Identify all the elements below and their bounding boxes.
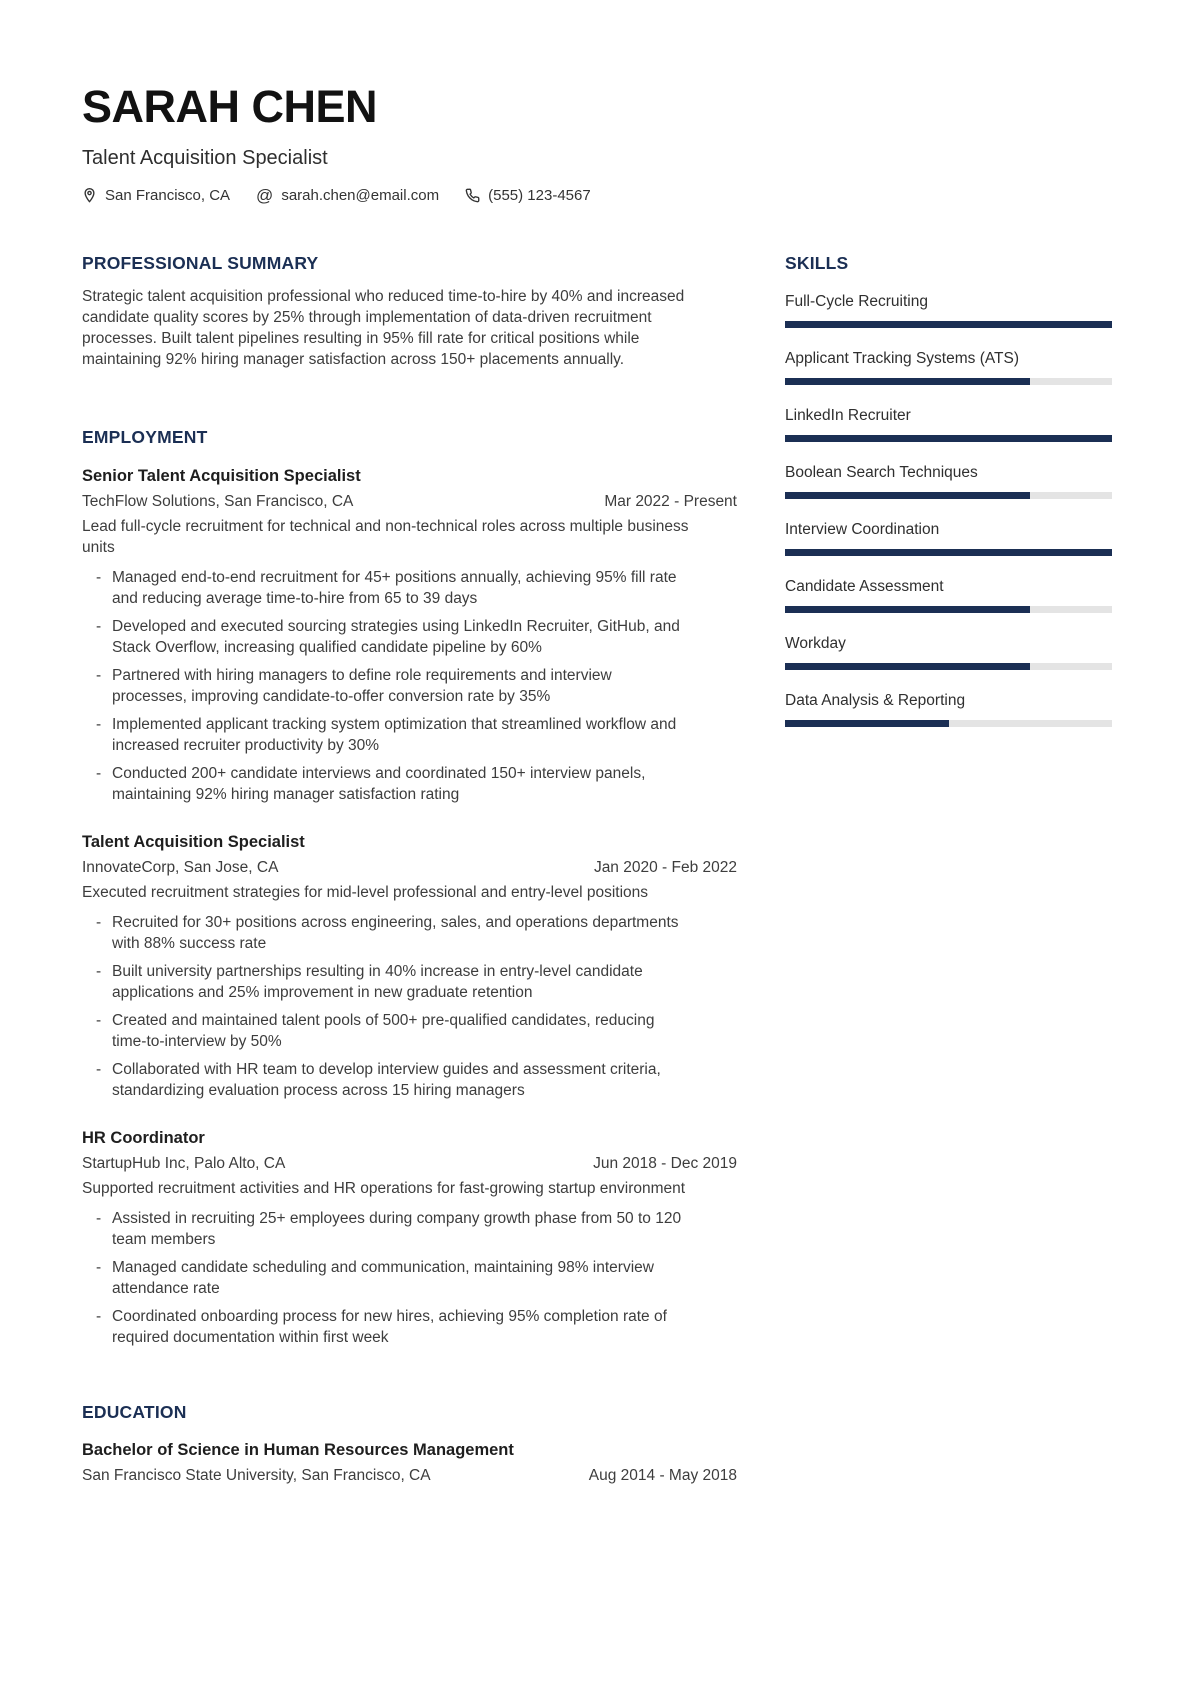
- education-dates: Aug 2014 - May 2018: [588, 1466, 737, 1484]
- bullet-text: Partnered with hiring managers to define role requirements and interview processes, improving candidate-to-offer conversion rate by 35%: [112, 666, 612, 705]
- bullet-item: [82, 714, 682, 756]
- job-meta-row: [82, 1153, 737, 1174]
- skill-label: Full-Cycle Recruiting: [785, 292, 928, 310]
- bullet-text: Recruited for 30+ positions across engineering, sales, and operations departments with 88% success rate: [112, 913, 679, 952]
- bullet-marker: -: [96, 568, 102, 586]
- skill-bar-track: [785, 435, 1112, 442]
- bullet-text: Coordinated onboarding process for new hires, achieving 95% completion rate of required documentation within first week: [112, 1307, 667, 1346]
- summary-section: [82, 253, 737, 370]
- section-heading-employment: EMPLOYMENT: [82, 426, 208, 447]
- bullet-text: Implemented applicant tracking system optimization that streamlined workflow and increased recruiter productivity by 30%: [112, 715, 677, 754]
- bullet-text: Managed candidate scheduling and communication, maintaining 98% interview attendance rate: [112, 1258, 654, 1297]
- bullet-text: Created and maintained talent pools of 500+ pre-qualified candidates, reducing time-to-interview by 50%: [112, 1011, 655, 1050]
- contact-row: [82, 187, 1112, 204]
- degree-title: Bachelor of Science in Human Resources Management: [82, 1440, 514, 1459]
- skill-item: [785, 462, 1112, 499]
- skill-bar-track: [785, 321, 1112, 328]
- skill-item: [785, 348, 1112, 385]
- skill-item: [785, 519, 1112, 556]
- job-dates: Jun 2018 - Dec 2019: [593, 1154, 737, 1172]
- bullet-item: [82, 1257, 682, 1299]
- skill-bar-fill: [785, 321, 1112, 328]
- resume-header: [82, 81, 1112, 205]
- skill-label: Data Analysis & Reporting: [785, 691, 966, 709]
- bullet-text: Built university partnerships resulting in 40% increase in entry-level candidate applications and 25% improvement in new graduate retention: [112, 962, 643, 1001]
- contact-email-text: sarah.chen@email.com: [281, 186, 440, 204]
- bullet-item: [82, 1208, 682, 1250]
- location-pin-icon: [82, 187, 97, 204]
- bullet-item: [82, 567, 682, 609]
- section-heading-skills: SKILLS: [785, 252, 849, 273]
- skill-bar-track: [785, 378, 1112, 385]
- contact-phone-text: (555) 123-4567: [488, 186, 591, 204]
- job-bullets: [82, 912, 737, 1101]
- contact-location-text: San Francisco, CA: [105, 186, 231, 204]
- bullet-marker: -: [96, 1209, 102, 1227]
- bullet-marker: -: [96, 1258, 102, 1276]
- main-column: [82, 253, 737, 1486]
- bullet-item: [82, 961, 682, 1003]
- job-entry: [82, 465, 737, 805]
- job-company: InnovateCorp, San Jose, CA: [82, 858, 279, 876]
- skill-label: Workday: [785, 634, 846, 652]
- job-company: StartupHub Inc, Palo Alto, CA: [82, 1154, 286, 1172]
- bullet-item: [82, 665, 682, 707]
- job-entry: [82, 1127, 737, 1348]
- job-bullets: [82, 567, 737, 805]
- phone-icon: [465, 188, 480, 203]
- bullet-item: [82, 616, 682, 658]
- skill-item: [785, 690, 1112, 727]
- job-company: TechFlow Solutions, San Francisco, CA: [82, 492, 354, 510]
- bullet-text: Conducted 200+ candidate interviews and coordinated 150+ interview panels, maintaining 92% hiring manager satisfaction rating: [112, 764, 646, 803]
- bullet-text: Developed and executed sourcing strategies using LinkedIn Recruiter, GitHub, and Stack Overflow, increasing qualified candidate pipeline by 60%: [112, 617, 680, 656]
- bullet-text: Assisted in recruiting 25+ employees during company growth phase from 50 to 120 team members: [112, 1209, 682, 1248]
- skill-label: LinkedIn Recruiter: [785, 406, 911, 424]
- skill-label: Applicant Tracking Systems (ATS): [785, 349, 1020, 367]
- bullet-marker: -: [96, 764, 102, 782]
- person-title: Talent Acquisition Specialist: [82, 146, 328, 169]
- skills-section: [785, 253, 1112, 727]
- job-bullets: [82, 1208, 737, 1348]
- skill-bar-fill: [785, 606, 1030, 613]
- bullet-item: [82, 1059, 682, 1101]
- job-dates: Mar 2022 - Present: [604, 492, 737, 510]
- education-section: [82, 1402, 737, 1486]
- bullet-marker: -: [96, 913, 102, 931]
- skill-item: [785, 633, 1112, 670]
- job-description: Lead full-cycle recruitment for technical and non-technical roles across multiple business units: [82, 517, 689, 556]
- skill-bar-fill: [785, 720, 949, 727]
- skill-bar-track: [785, 549, 1112, 556]
- bullet-item: [82, 912, 682, 954]
- bullet-marker: -: [96, 617, 102, 635]
- bullet-item: [82, 763, 682, 805]
- bullet-item: [82, 1010, 682, 1052]
- skill-item: [785, 405, 1112, 442]
- employment-section: [82, 427, 737, 1348]
- skill-bar-fill: [785, 663, 1030, 670]
- contact-phone: [465, 187, 591, 204]
- bullet-item: [82, 1306, 682, 1348]
- skill-label: Candidate Assessment: [785, 577, 944, 595]
- job-description: Executed recruitment strategies for mid-level professional and entry-level positions: [82, 883, 649, 901]
- skill-label: Interview Coordination: [785, 520, 940, 538]
- bullet-marker: -: [96, 666, 102, 684]
- job-description: Supported recruitment activities and HR operations for fast-growing startup environment: [82, 1179, 686, 1197]
- contact-email: [256, 187, 439, 204]
- bullet-marker: -: [96, 1060, 102, 1078]
- bullet-marker: -: [96, 1307, 102, 1325]
- job-title: Senior Talent Acquisition Specialist: [82, 466, 361, 485]
- education-meta-row: [82, 1465, 737, 1486]
- bullet-marker: -: [96, 1011, 102, 1029]
- skill-bar-fill: [785, 378, 1030, 385]
- bullet-marker: -: [96, 715, 102, 733]
- bullet-text: Managed end-to-end recruitment for 45+ positions annually, achieving 95% fill rate and reducing average time-to-hire from 65 to 39 days: [112, 568, 677, 607]
- at-sign-icon: @: [256, 185, 274, 205]
- skill-item: [785, 576, 1112, 613]
- school-name: San Francisco State University, San Francisco, CA: [82, 1466, 431, 1484]
- section-heading-summary: PROFESSIONAL SUMMARY: [82, 252, 319, 273]
- skill-bar-fill: [785, 549, 1112, 556]
- skill-bar-fill: [785, 492, 1030, 499]
- content-columns: [82, 253, 1112, 1486]
- skill-bar-fill: [785, 435, 1112, 442]
- skill-bar-track: [785, 492, 1112, 499]
- section-heading-education: EDUCATION: [82, 1401, 187, 1422]
- bullet-text: Collaborated with HR team to develop interview guides and assessment criteria, standardizing evaluation process across 15 hiring managers: [112, 1060, 661, 1099]
- job-title: HR Coordinator: [82, 1128, 205, 1147]
- job-meta-row: [82, 491, 737, 512]
- job-meta-row: [82, 857, 737, 878]
- skill-item: [785, 291, 1112, 328]
- sidebar-column: [785, 253, 1112, 747]
- contact-location: [82, 187, 230, 204]
- bullet-marker: -: [96, 962, 102, 980]
- skill-label: Boolean Search Techniques: [785, 463, 978, 481]
- person-name: SARAH CHEN: [82, 81, 378, 132]
- skill-bar-track: [785, 606, 1112, 613]
- job-title: Talent Acquisition Specialist: [82, 832, 305, 851]
- skill-bar-track: [785, 663, 1112, 670]
- skill-bar-track: [785, 720, 1112, 727]
- job-entry: [82, 831, 737, 1101]
- job-dates: Jan 2020 - Feb 2022: [593, 858, 737, 876]
- summary-text: Strategic talent acquisition professional who reduced time-to-hire by 40% and increased candidate quality scores by 25% through implementation of data-driven recruitment processes. Built talent pipelines resulting in 95% fill rate for critical positions while maintaining 92% hiring manager satisfaction across 150+ placements annually.: [82, 287, 685, 368]
